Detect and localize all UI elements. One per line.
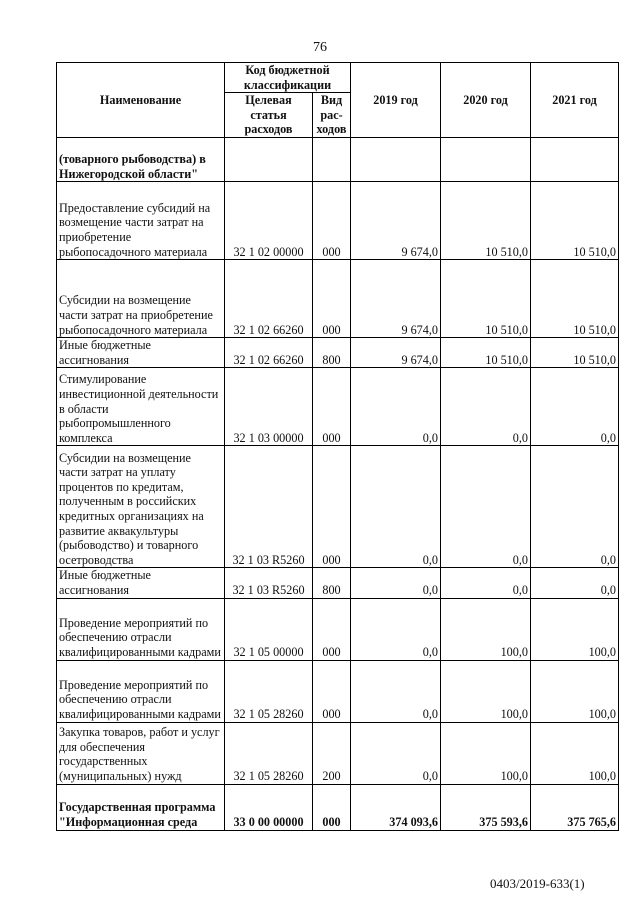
- row-value-2019: [351, 138, 441, 182]
- row-target-article: 32 1 05 28260: [225, 722, 313, 784]
- table-row: [57, 660, 619, 722]
- row-value-2021: 10 510,0: [531, 182, 619, 260]
- row-name: Субсидии на возмещение части затрат на уплату процентов по кредитам, полученным в российских кредитных организациях на развитие аквакультуры (рыбоводство) и товарного осетроводства: [57, 446, 225, 568]
- row-value-2021: [531, 138, 619, 182]
- row-value-2021: 10 510,0: [531, 338, 619, 368]
- row-expense-type: 800: [313, 568, 351, 598]
- row-target-article: 32 1 03 R5260: [225, 568, 313, 598]
- row-value-2020: 10 510,0: [441, 182, 531, 260]
- row-value-2019: 0,0: [351, 598, 441, 660]
- row-target-article: 32 1 02 66260: [225, 260, 313, 338]
- row-value-2019: 0,0: [351, 660, 441, 722]
- row-value-2020: 0,0: [441, 446, 531, 568]
- row-name: Проведение мероприятий по обеспечению отрасли квалифицированными кадрами: [57, 598, 225, 660]
- row-target-article: 33 0 00 00000: [225, 784, 313, 830]
- row-expense-type: 000: [313, 660, 351, 722]
- table-row: [57, 368, 619, 446]
- table-body: [57, 138, 619, 830]
- page-number: 76: [313, 40, 327, 55]
- row-value-2021: 100,0: [531, 660, 619, 722]
- table-row: [57, 260, 619, 338]
- header-year-2021: 2021 год: [531, 63, 619, 138]
- row-value-2021: 0,0: [531, 568, 619, 598]
- header-year-2019: 2019 год: [351, 63, 441, 138]
- row-target-article: 32 1 03 00000: [225, 368, 313, 446]
- row-value-2021: 0,0: [531, 368, 619, 446]
- row-target-article: [225, 138, 313, 182]
- header-name: Наименование: [57, 63, 225, 138]
- table-row: [57, 722, 619, 784]
- header-year-2020: 2020 год: [441, 63, 531, 138]
- row-value-2020: 0,0: [441, 568, 531, 598]
- row-target-article: 32 1 03 R5260: [225, 446, 313, 568]
- row-target-article: 32 1 02 66260: [225, 338, 313, 368]
- row-expense-type: 800: [313, 338, 351, 368]
- row-name: Субсидии на возмещение части затрат на приобретение рыбопосадочного материала: [57, 260, 225, 338]
- row-value-2019: 0,0: [351, 568, 441, 598]
- row-value-2021: 10 510,0: [531, 260, 619, 338]
- row-value-2020: [441, 138, 531, 182]
- row-name: Стимулирование инвестиционной деятельности в области рыбопромышленного комплекса: [57, 368, 225, 446]
- row-name: Закупка товаров, работ и услуг для обеспечения государственных (муниципальных) нужд: [57, 722, 225, 784]
- table-row: [57, 138, 619, 182]
- row-expense-type: 000: [313, 182, 351, 260]
- table-row: [57, 784, 619, 830]
- row-value-2019: 0,0: [351, 368, 441, 446]
- table-row: [57, 598, 619, 660]
- header-target-article: Целевая статья расходов: [225, 93, 313, 138]
- row-expense-type: [313, 138, 351, 182]
- table-header: [57, 63, 619, 138]
- row-name: Проведение мероприятий по обеспечению отрасли квалифицированными кадрами: [57, 660, 225, 722]
- row-value-2020: 10 510,0: [441, 338, 531, 368]
- row-value-2019: 0,0: [351, 722, 441, 784]
- table-row: [57, 338, 619, 368]
- row-name: Иные бюджетные ассигнования: [57, 568, 225, 598]
- header-expense-type: Вид рас-ходов: [313, 93, 351, 138]
- row-value-2021: 100,0: [531, 598, 619, 660]
- row-target-article: 32 1 02 00000: [225, 182, 313, 260]
- row-target-article: 32 1 05 28260: [225, 660, 313, 722]
- row-expense-type: 000: [313, 784, 351, 830]
- row-expense-type: 000: [313, 446, 351, 568]
- row-value-2019: 374 093,6: [351, 784, 441, 830]
- row-value-2021: 100,0: [531, 722, 619, 784]
- row-name: Предоставление субсидий на возмещение части затрат на приобретение рыбопосадочного материала: [57, 182, 225, 260]
- row-value-2019: 9 674,0: [351, 260, 441, 338]
- row-expense-type: 000: [313, 260, 351, 338]
- table-row: [57, 568, 619, 598]
- header-code-group: Код бюджетной классификации: [225, 63, 351, 93]
- row-name: Иные бюджетные ассигнования: [57, 338, 225, 368]
- row-value-2020: 10 510,0: [441, 260, 531, 338]
- row-target-article: 32 1 05 00000: [225, 598, 313, 660]
- row-value-2020: 375 593,6: [441, 784, 531, 830]
- row-value-2020: 100,0: [441, 722, 531, 784]
- document-code: 0403/2019-633(1): [490, 876, 585, 891]
- table-row: [57, 182, 619, 260]
- row-value-2020: 100,0: [441, 598, 531, 660]
- budget-table: [56, 62, 619, 831]
- row-value-2019: 0,0: [351, 446, 441, 568]
- table-row: [57, 446, 619, 568]
- row-expense-type: 000: [313, 368, 351, 446]
- row-value-2019: 9 674,0: [351, 182, 441, 260]
- row-value-2020: 100,0: [441, 660, 531, 722]
- row-expense-type: 000: [313, 598, 351, 660]
- row-value-2020: 0,0: [441, 368, 531, 446]
- row-value-2021: 375 765,6: [531, 784, 619, 830]
- row-name: Государственная программа "Информационная среда: [57, 784, 225, 830]
- row-expense-type: 200: [313, 722, 351, 784]
- row-name: (товарного рыбоводства) в Нижегородской области": [57, 138, 225, 182]
- row-value-2021: 0,0: [531, 446, 619, 568]
- row-value-2019: 9 674,0: [351, 338, 441, 368]
